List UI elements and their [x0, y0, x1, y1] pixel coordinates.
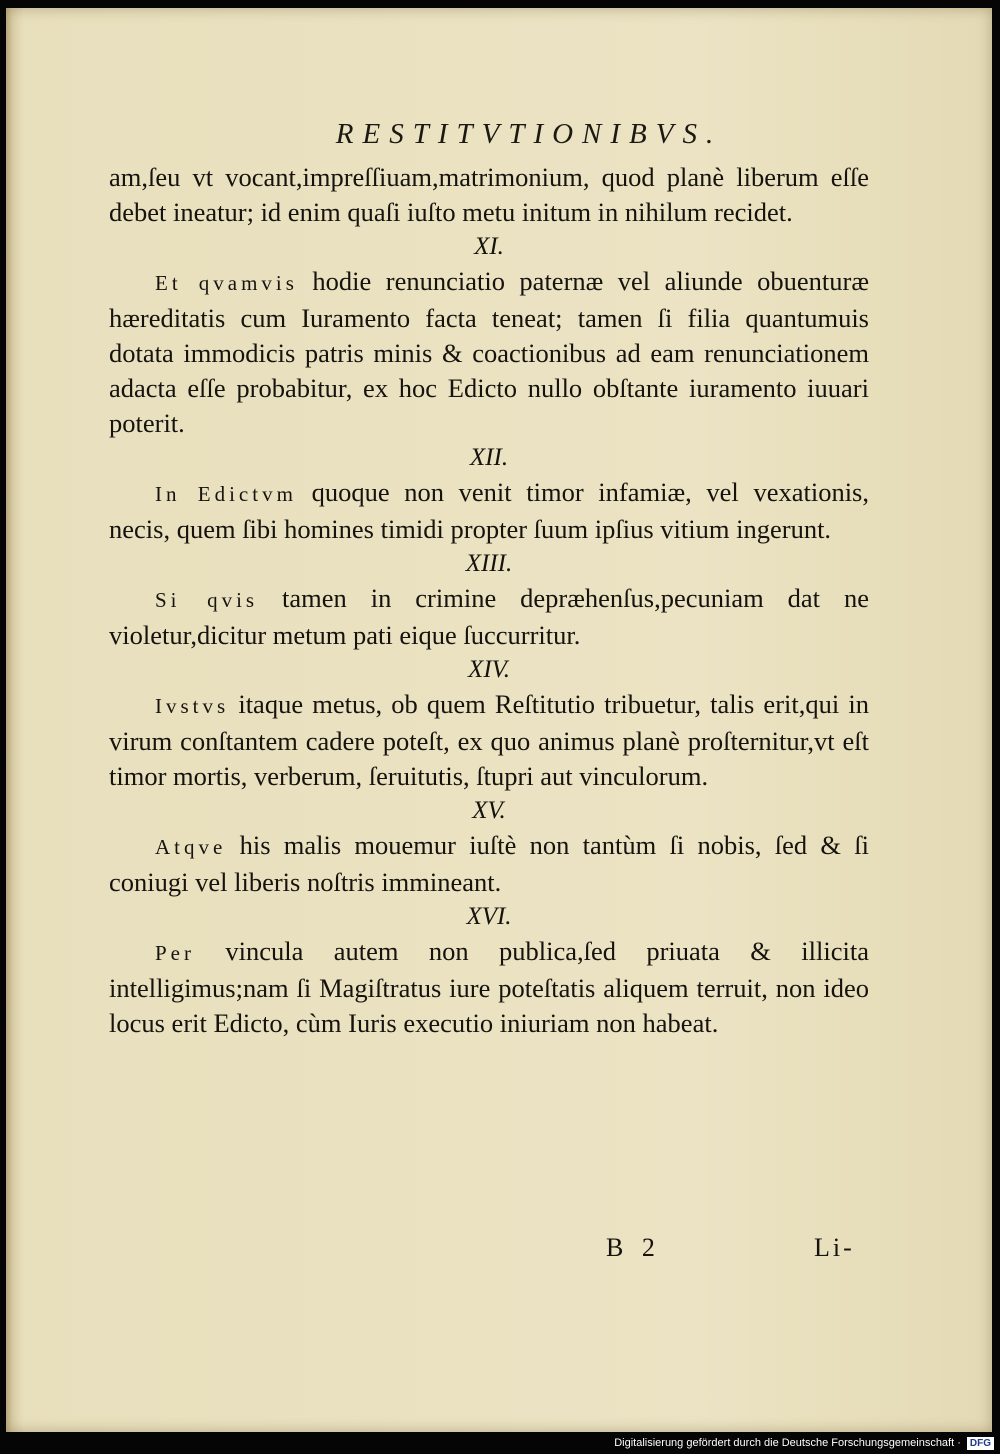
section-numeral-12: XII.: [469, 444, 509, 471]
section-numeral-16: XVI.: [466, 903, 512, 930]
catchword: Li-: [814, 1233, 855, 1262]
section-paragraph-11: [109, 264, 869, 441]
dfg-logo-icon: DFG: [967, 1437, 994, 1450]
book-page: [6, 8, 992, 1432]
section-paragraph-12: [109, 475, 869, 547]
initial-words: Per: [155, 941, 195, 965]
section-paragraph-15: [109, 828, 869, 900]
body-text: [109, 160, 869, 1041]
initial-words: In Edictvm: [155, 482, 297, 506]
paragraph-text: hodie renunciatio paternæ vel aliunde obuenturæ hæreditatis cum Iuramento facta teneat; tamen ſi filia quantumuis dotata immodicis patris minis & coactionibus ad eam renunciationem adacta eſſe probabitur, ex hoc Edicto nullo obſtante iuramento iuuari poterit.: [109, 266, 869, 438]
paragraph-text: vincula autem non publica,ſed priuata & illicita intelligimus;nam ſi Magiſtratus iure poteſtatis aliquem terruit, non ideo locus erit Edicto, cùm Iuris executio iniuriam non habeat.: [109, 936, 869, 1038]
running-head: RESTITVTIONIBVS.: [335, 118, 723, 150]
credit-text: Digitalisierung gefördert durch die Deutsche Forschungsgemeinschaft ·: [614, 1437, 961, 1449]
paragraph-text: itaque metus, ob quem Reſtitutio tribuetur, talis erit,qui in virum conſtantem cadere poteſt, ex quo animus planè proſternitur,vt eſt timor mortis, verberum, ſeruitutis, ſtupri aut vinculorum.: [109, 689, 869, 791]
initial-words: Ivstvs: [155, 694, 230, 718]
paragraph-text: tamen in crimine depræhenſus,pecuniam dat ne violetur,dicitur metum pati eique ſuccurritur.: [109, 583, 869, 650]
section-paragraph-14: [109, 687, 869, 794]
section-numeral-11: XI.: [474, 233, 504, 260]
initial-words: Si qvis: [155, 588, 259, 612]
initial-words: Atqve: [155, 835, 227, 859]
opening-paragraph: am,ſeu vt vocant,impreſſiuam,matrimonium, quod planè liberum eſſe debet ineatur; id enim quaſi iuſto metu initum in nihilum recidet.: [109, 162, 869, 227]
section-numeral-13: XIII.: [465, 550, 513, 577]
digitization-credit: [614, 1434, 994, 1452]
paragraph-text: quoque non venit timor infamiæ, vel vexationis, necis, quem ſibi homines timidi propter ſuum ipſius vitium ingerunt.: [109, 477, 869, 544]
section-paragraph-16: [109, 934, 869, 1041]
section-numeral-14: XIV.: [468, 656, 510, 683]
paragraph-text: his malis mouemur iuſtè non tantùm ſi nobis, ſed & ſi coniugi vel liberis noſtris immineant.: [109, 830, 869, 897]
signature-mark: B 2: [606, 1233, 661, 1262]
section-paragraph-13: [109, 581, 869, 653]
section-numeral-15: XV.: [472, 797, 506, 824]
initial-words: Et qvamvis: [155, 271, 298, 295]
